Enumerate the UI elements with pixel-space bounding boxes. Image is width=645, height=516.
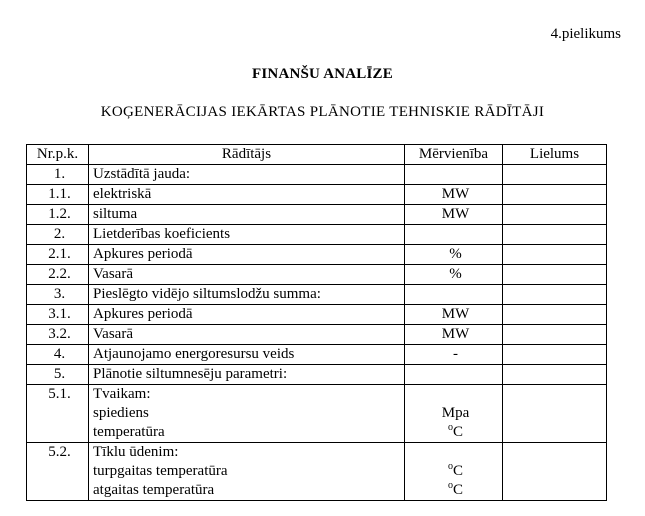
row-indicator: Atjaunojamo energoresursu veids	[89, 345, 405, 365]
row-value	[503, 325, 607, 345]
row-value	[503, 345, 607, 365]
degree-symbol: o	[447, 461, 453, 472]
row-value	[503, 305, 607, 325]
row-value	[503, 245, 607, 265]
table-header-row	[27, 145, 607, 165]
water-supply-label: turpgaitas temperatūra	[93, 463, 228, 479]
row-indicator: Uzstādītā jauda:	[89, 165, 405, 185]
table-row	[27, 245, 607, 265]
appendix-label: 4.pielikums	[550, 26, 621, 42]
row-indicator: elektriskā	[89, 185, 405, 205]
table-row-steam	[27, 385, 607, 443]
page-title: FINANŠU ANALĪZE	[252, 66, 393, 82]
row-unit	[405, 225, 503, 245]
table-row	[27, 185, 607, 205]
row-value	[503, 225, 607, 245]
row-value	[503, 265, 607, 285]
column-header-indicator: Rādītājs	[89, 145, 405, 165]
row-value	[503, 185, 607, 205]
steam-heading: Tvaikam:	[93, 386, 151, 402]
table-row	[27, 345, 607, 365]
row-number: 2.1.	[27, 245, 89, 265]
column-header-nr: Nr.p.k.	[27, 145, 89, 165]
degree-symbol: o	[447, 422, 453, 433]
row-value	[503, 365, 607, 385]
water-supply-unit: $^o$C	[447, 461, 463, 479]
row-indicator: Apkures periodā	[89, 245, 405, 265]
table-row	[27, 285, 607, 305]
row-number: 3.1.	[27, 305, 89, 325]
row-value	[503, 165, 607, 185]
row-unit: MW	[405, 305, 503, 325]
table-row	[27, 365, 607, 385]
row-value	[503, 443, 607, 501]
table-row-water	[27, 443, 607, 501]
row-indicator: Pieslēgto vidējo siltumslodžu summa:	[89, 285, 405, 305]
column-header-unit: Mērvienība	[405, 145, 503, 165]
row-unit: -	[405, 345, 503, 365]
row-value	[503, 205, 607, 225]
row-number: 3.	[27, 285, 89, 305]
row-unit	[405, 285, 503, 305]
row-indicator: Apkures periodā	[89, 305, 405, 325]
table-row	[27, 305, 607, 325]
table-row	[27, 205, 607, 225]
water-heading: Tīklu ūdenim:	[93, 444, 179, 460]
steam-temperature-label: temperatūra	[93, 424, 165, 440]
row-value	[503, 285, 607, 305]
row-indicator: Lietderības koeficients	[89, 225, 405, 245]
row-unit: MW	[405, 325, 503, 345]
steam-pressure-label: spiediens	[93, 405, 149, 421]
row-number: 2.	[27, 225, 89, 245]
row-indicator: Plānotie siltumnesēju parametri:	[89, 365, 405, 385]
row-value	[503, 385, 607, 443]
row-unit: %	[405, 265, 503, 285]
row-number: 1.1.	[27, 185, 89, 205]
row-number: 2.2.	[27, 265, 89, 285]
table-row	[27, 265, 607, 285]
row-number: 5.1.	[27, 385, 89, 443]
steam-pressure-unit: Mpa	[441, 405, 470, 421]
row-number: 5.2.	[27, 443, 89, 501]
row-number: 1.	[27, 165, 89, 185]
row-indicator: siltuma	[89, 205, 405, 225]
row-unit: MW	[405, 205, 503, 225]
row-number: 4.	[27, 345, 89, 365]
row-unit	[405, 365, 503, 385]
table-row	[27, 165, 607, 185]
row-number: 1.2.	[27, 205, 89, 225]
steam-temperature-unit: $^o$C	[447, 422, 463, 440]
row-indicator: Vasarā	[89, 325, 405, 345]
water-return-label: atgaitas temperatūra	[93, 482, 215, 498]
row-unit: MW	[405, 185, 503, 205]
indicators-table	[26, 144, 607, 501]
table-row	[27, 225, 607, 245]
degree-symbol: o	[447, 480, 453, 491]
row-indicator	[89, 443, 405, 501]
table-row	[27, 325, 607, 345]
row-number: 3.2.	[27, 325, 89, 345]
row-unit	[405, 385, 503, 443]
row-unit	[405, 165, 503, 185]
page-subtitle: KOĢENERĀCIJAS IEKĀRTAS PLĀNOTIE TEHNISKIE RĀDĪTĀJI	[100, 104, 545, 120]
row-indicator: Vasarā	[89, 265, 405, 285]
row-unit	[405, 443, 503, 501]
column-header-value: Lielums	[503, 145, 607, 165]
row-unit: %	[405, 245, 503, 265]
row-indicator	[89, 385, 405, 443]
water-return-unit: $^o$C	[447, 480, 463, 498]
row-number: 5.	[27, 365, 89, 385]
